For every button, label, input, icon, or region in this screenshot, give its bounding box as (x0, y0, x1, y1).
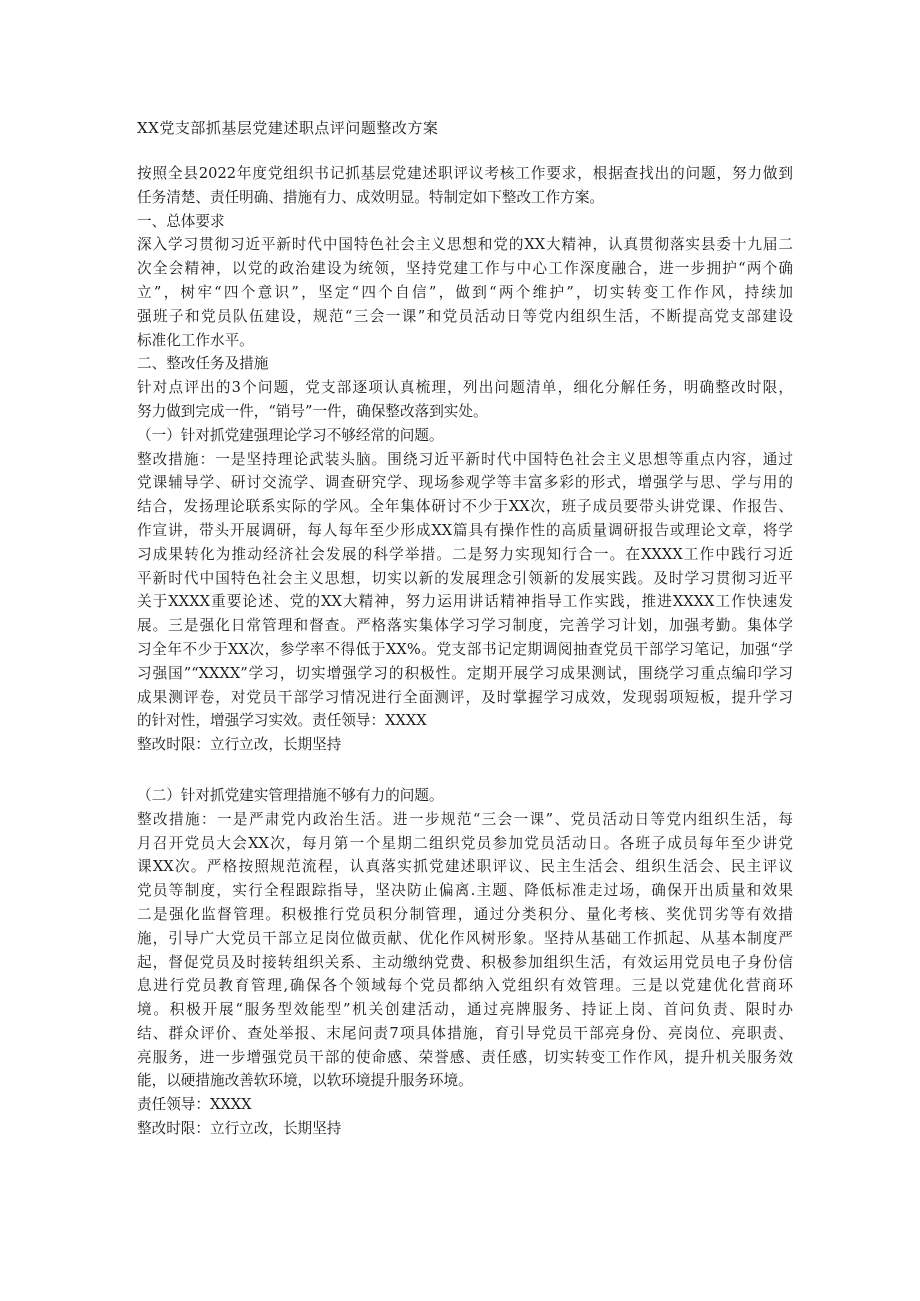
section-item-two (137, 784, 793, 1141)
text-line: 关于XXXX重要论述、党的XX大精神，努力运用讲话精神指导工作实践，推进XXXX工作快速发 (137, 593, 793, 611)
text-line: 课XX次。严格按照规范流程，认真落实抓党建述职评议、民主生活会、组织生活会、民主评议 (137, 858, 793, 876)
text-line: 任务清楚、责任明确、措施有力、成效明显。特制定如下整改工作方案。 (137, 188, 605, 206)
text-line: 强班子和党员队伍建设，规范“三会一课”和党员活动日等党内组织生活，不断提高党支部建设 (137, 307, 793, 325)
text-line: 成果测评卷，对党员干部学习情况进行全面测评，及时掌握学习成效，发现弱项短板，提升学习 (137, 688, 793, 706)
text-line: 习全年不少于XX次，参学率不得低于XX%。党支部书记定期调阅抽查党员干部学习笔记，加强“学 (137, 640, 793, 658)
text-line: （二）针对抓党建实管理措施不够有力的问题。 (137, 786, 444, 804)
text-line: 月召开党员大会XX次，每月第一个星期二组织党员参加党员活动日。各班子成员每年至少讲党 (137, 834, 793, 852)
text-line: 息进行党员教育管理,确保各个领域每个党员都纳入党组织有效管理。三是以党建优化营商环 (137, 977, 793, 995)
text-line: 的针对性，增强学习实效。责任领导：XXXX (137, 712, 427, 730)
text-line: 结、群众评价、查处举报、末尾问责7项具体措施，育引导党员干部亮身份、亮岗位、亮职责、 (137, 1024, 793, 1042)
section-general-and-item-one (137, 162, 793, 757)
text-line: 能，以硬措施改善软环境，以软环境提升服务环境。 (137, 1072, 473, 1090)
text-line: 境。积极开展“服务型效能型”机关创建活动，通过亮牌服务、持证上岗、首问负责、限时办 (137, 1001, 793, 1019)
text-line: 整改时限：立行立改，长期坚持 (137, 1120, 342, 1138)
text-line: （一）针对抓党建强理论学习不够经常的问题。 (137, 426, 444, 444)
text-line: 按照全县2022年度党组织书记抓基层党建述职评议考核工作要求，根据查找出的问题，努力做到 (137, 165, 793, 182)
text-line: 二是强化监督管理。积极推行党员积分制管理，通过分类积分、量化考核、奖优罚劣等有效措 (137, 905, 793, 923)
text-line: 整改措施：一是严肃党内政治生活。进一步规范“三会一课”、党员活动日等党内组织生活，每 (137, 810, 793, 828)
text-line: 一、总体要求 (137, 212, 225, 230)
text-line: 标准化工作水平。 (137, 331, 254, 349)
paragraph-gap (137, 757, 793, 784)
text-line: 习强国”“XXXX”学习，切实增强学习的积极性。定期开展学习成果测试，围绕学习重点编印学习 (137, 664, 793, 682)
text-line: 作宣讲，带头开展调研，每人每年至少形成XX篇具有操作性的高质量调研报告或理论文章，将学 (137, 521, 793, 539)
text-line: 施，引导广大党员干部立足岗位做贡献、优化作风树形象。坚持从基础工作抓起、从基本制度严 (137, 929, 793, 947)
document-title: XX党支部抓基层党建述职点评问题整改方案 (137, 119, 439, 137)
text-line: 展。三是强化日常管理和督查。严格落实集体学习学习制度，完善学习计划，加强考勤。集体学 (137, 617, 793, 635)
text-line: 努力做到完成一件，“销号”一件，确保整改落到实处。 (137, 402, 488, 420)
text-line: 针对点评出的3个问题，党支部逐项认真梳理，列出问题清单，细化分解任务，明确整改时限， (137, 379, 793, 397)
text-line: 结合，发扬理论联系实际的学风。全年集体研讨不少于XX次，班子成员要带头讲党课、作报告、 (137, 498, 793, 516)
text-line: 二、整改任务及措施 (137, 355, 269, 373)
text-line: 起，督促党员及时接转组织关系、主动缴纳党费、积极参加组织生活，有效运用党员电子身份信 (137, 953, 793, 971)
text-line: 整改措施：一是坚持理论武装头脑。围绕习近平新时代中国特色社会主义思想等重点内容，通过 (137, 450, 793, 468)
text-line: 党员等制度，实行全程跟踪指导，坚决防止偏离.主题、降低标准走过场，确保开出质量和效果 (137, 882, 793, 900)
text-line: 深入学习贯彻习近平新时代中国特色社会主义思想和党的XX大精神，认真贯彻落实县委十九届二 (137, 236, 793, 254)
text-line: 习成果转化为推动经济社会发展的科学举措。二是努力实现知行合一。在XXXX工作中践行习近 (137, 545, 793, 563)
text-line: 亮服务，进一步增强党员干部的使命感、荣誉感、责任感，切实转变工作作风，提升机关服务效 (137, 1048, 793, 1066)
document-body (137, 162, 793, 1141)
text-line: 平新时代中国特色社会主义思想，切实以新的发展理念引领新的发展实践。及时学习贯彻习近平 (137, 569, 793, 587)
text-line: 整改时限：立行立改，长期坚持 (137, 736, 342, 754)
text-line: 党课辅导学、研讨交流学、调查研究学、现场参观学等丰富多彩的形式，增强学与思、学与用的 (137, 474, 793, 492)
text-line: 次全会精神，以党的政治建设为统领，坚持党建工作与中心工作深度融合，进一步拥护“两个确 (137, 260, 793, 278)
text-line: 立”，树牢“四个意识”，坚定“四个自信”，做到“两个维护”，切实转变工作作风，持续加 (137, 283, 793, 301)
text-line: 责任领导：XXXX (137, 1096, 252, 1114)
